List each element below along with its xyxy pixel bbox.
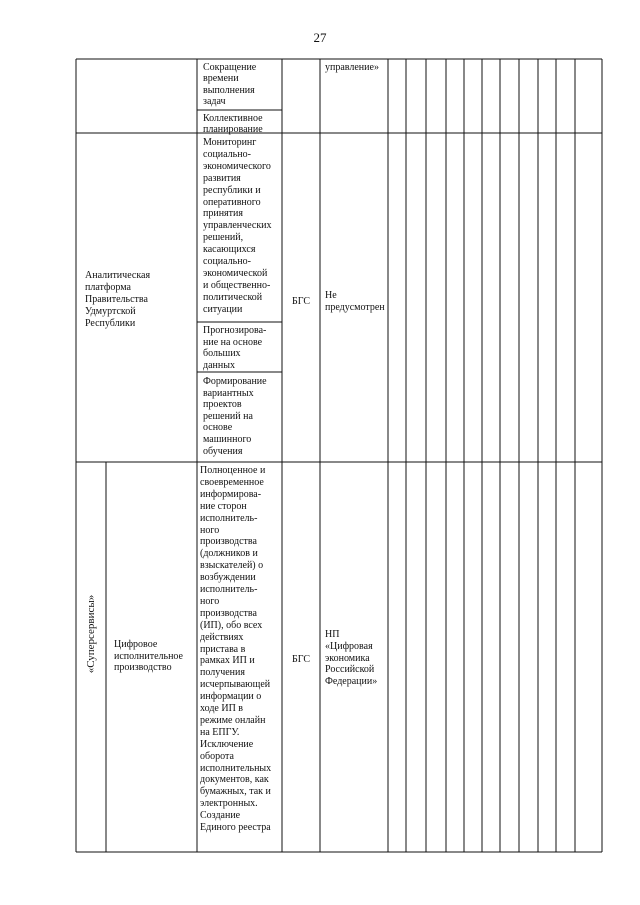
task-text: планирование (203, 124, 263, 136)
task-text: исчерпывающей (200, 679, 271, 691)
task-text: социально- (203, 256, 251, 267)
task-text: взыскателей) о (200, 560, 264, 572)
task-text: времени (203, 73, 239, 85)
basis-text: Российской (325, 664, 375, 676)
task-text: принятия (203, 208, 243, 220)
task-text: Сокращение (203, 62, 257, 73)
task-text: на ЕПГУ. (200, 726, 240, 738)
task-text: вариантных (203, 387, 254, 399)
task-text: проектов (203, 399, 242, 411)
task-text: больших (203, 348, 241, 359)
task-text: ситуации (203, 303, 243, 315)
system-type: БГС (291, 654, 311, 665)
task-text: республики и (203, 184, 261, 196)
task-text: Коллективное (203, 113, 263, 124)
system-name: Удмуртской (85, 306, 136, 317)
task-text: исполнительных (200, 762, 272, 774)
task-text: (ИП), обо всех (200, 619, 263, 631)
task-text: решений, (203, 232, 244, 244)
task-text: возбуждении (200, 572, 256, 584)
task-text: экономического (203, 160, 271, 172)
system-name: платформа (85, 282, 131, 293)
task-text: ного (200, 524, 220, 536)
system-type: БГС (291, 296, 311, 307)
system-name: Правительства (85, 294, 148, 305)
task-text: производства (200, 607, 257, 619)
task-text: режиме онлайн (200, 714, 266, 726)
task-text: Исключение (200, 738, 254, 750)
task-text: оперативного (203, 196, 261, 208)
system-name: Республики (85, 318, 136, 329)
basis-text: предусмотрен (325, 302, 385, 313)
system-name: Цифровое (114, 639, 158, 650)
basis-text: «Цифровая (325, 640, 373, 652)
task-text: решений на (203, 410, 253, 422)
basis-text: экономика (325, 652, 370, 664)
task-text: Единого реестра (200, 822, 271, 833)
task-text: Мониторинг (203, 137, 257, 148)
task-text: политической (203, 291, 263, 303)
task-text: ного (200, 595, 220, 607)
task-text: (должников и (200, 548, 258, 560)
task-text: ние на основе (203, 336, 263, 348)
system-name: производство (114, 662, 172, 673)
task-text: информирова- (200, 488, 262, 500)
task-text: машинного (203, 434, 252, 445)
task-text: получения (200, 667, 245, 679)
task-text: действиях (200, 631, 244, 643)
basis-text: НП (325, 629, 340, 640)
task-text: выполнения (203, 84, 255, 96)
task-text: основе (203, 422, 233, 434)
task-text: исполнитель- (200, 512, 258, 524)
task-text: обучения (203, 445, 243, 457)
task-text: электронных. (200, 798, 258, 810)
category-label: «Суперсервисы» (85, 594, 97, 674)
basis-text: Не (325, 290, 337, 301)
task-text: бумажных, так и (200, 786, 271, 798)
task-text: своевременное (200, 476, 264, 488)
task-text: управленческих (203, 220, 272, 232)
task-text: пристава в (200, 643, 246, 655)
system-name: исполнительное (114, 650, 183, 662)
task-text: производства (200, 536, 257, 548)
task-text: информации о (200, 691, 262, 703)
task-text: экономической (203, 267, 268, 279)
task-text: ние сторон (200, 500, 247, 512)
task-text: документов, как (200, 774, 269, 786)
task-text: касающихся (203, 244, 256, 256)
page-number: 27 (313, 30, 327, 45)
task-text: оборота (200, 750, 234, 762)
basis-text: Федерации» (325, 676, 378, 688)
task-text: Полноценное и (200, 465, 266, 476)
task-text: социально- (203, 148, 251, 160)
task-text: Формирование (203, 376, 267, 387)
task-text: ходе ИП в (200, 703, 244, 714)
task-text: и общественно- (203, 279, 271, 291)
task-text: Создание (200, 810, 241, 822)
task-text: Прогнозирова- (203, 325, 267, 336)
task-text: данных (203, 359, 235, 371)
basis-text: управление» (325, 62, 379, 73)
task-text: исполнитель- (200, 584, 258, 595)
task-text: рамках ИП и (200, 655, 255, 667)
system-name: Аналитическая (85, 270, 151, 281)
task-text: задач (203, 95, 226, 107)
task-text: развития (203, 172, 241, 184)
